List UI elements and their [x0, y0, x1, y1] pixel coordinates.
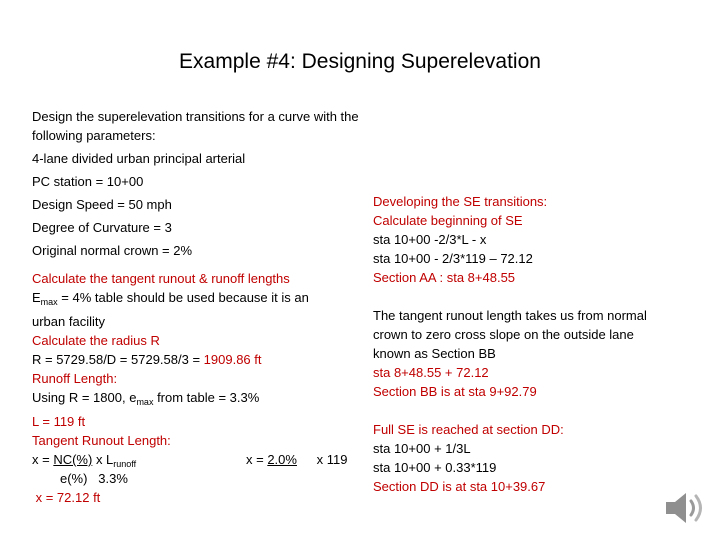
station-line: sta 10+00 + 1/3L	[373, 441, 471, 456]
intro-line: Design the superelevation transitions for a curve with the	[32, 109, 359, 124]
radius-equation: R = 5729.58/D = 5729.58/3 =	[32, 352, 204, 367]
emax-symbol: E	[32, 290, 41, 305]
parameter-line: Original normal crown = 2%	[32, 243, 193, 258]
emax-line	[32, 288, 382, 312]
station-line: sta 10+00 -2/3*L - x	[373, 232, 487, 247]
station-line: sta 10+00 + 0.33*119	[373, 460, 497, 475]
formula-numerator: NC(%)	[53, 452, 93, 467]
parameter-line: PC station = 10+00	[32, 174, 144, 189]
left-column	[32, 107, 422, 260]
using-line	[32, 388, 382, 412]
parameter-line: 4-lane divided urban principal arterial	[32, 151, 246, 166]
formula-substituted	[246, 450, 347, 469]
intro-line: following parameters:	[32, 128, 156, 143]
formula-mult: x L	[92, 452, 114, 467]
section-aa: Section AA : sta 8+48.55	[373, 270, 516, 285]
runoff-heading: Runoff Length:	[32, 371, 118, 386]
tangent-result: x = 72.12 ft	[32, 490, 101, 505]
full-se-heading: Full SE is reached at section DD:	[373, 422, 564, 437]
emax-line-2: urban facility	[32, 314, 105, 329]
using-text-2: from table = 3.3%	[153, 390, 260, 405]
right-column	[373, 192, 713, 496]
emax-subscript: max	[40, 297, 58, 307]
formula-line	[32, 450, 382, 469]
calc-heading: Calculate the tangent runout & runoff lengths	[32, 271, 290, 286]
formula-mult-2: x 119	[312, 452, 348, 467]
station-line: sta 10+00 - 2/3*119 – 72.12	[373, 251, 533, 266]
speaker-icon[interactable]	[664, 488, 708, 533]
section-bb: Section BB is at sta 9+92.79	[373, 384, 537, 399]
formula-lhs: x =	[32, 452, 54, 467]
emax-text: = 4% table should be used because it is an	[57, 290, 309, 305]
develop-heading: Developing the SE transitions:	[373, 194, 548, 209]
using-text: Using R = 1800, e	[32, 390, 137, 405]
station-line-red: sta 8+48.55 + 72.12	[373, 365, 489, 380]
radius-line	[32, 350, 382, 369]
formula-numerator-2: 2.0%	[267, 452, 297, 467]
radius-heading: Calculate the radius R	[32, 333, 160, 348]
parameter-line: Degree of Curvature = 3	[32, 220, 172, 235]
paragraph-line: The tangent runout length takes us from normal	[373, 308, 647, 323]
denominator-line: e(%) 3.3%	[60, 471, 128, 486]
slide-title: Example #4: Designing Superelevation	[179, 50, 541, 73]
tangent-heading: Tangent Runout Length:	[32, 433, 171, 448]
runoff-length: L = 119 ft	[32, 414, 86, 429]
section-dd: Section DD is at sta 10+39.67	[373, 479, 546, 494]
parameter-line: Design Speed = 50 mph	[32, 197, 172, 212]
formula-lhs-2: x =	[246, 452, 268, 467]
using-subscript: max	[136, 397, 154, 407]
begin-heading: Calculate beginning of SE	[373, 213, 523, 228]
formula-subscript: runoff	[113, 459, 137, 469]
radius-value: 1909.86 ft	[203, 352, 262, 367]
left-calculations	[32, 269, 382, 507]
paragraph-line: known as Section BB	[373, 346, 496, 361]
paragraph-line: crown to zero cross slope on the outside lane	[373, 327, 634, 342]
